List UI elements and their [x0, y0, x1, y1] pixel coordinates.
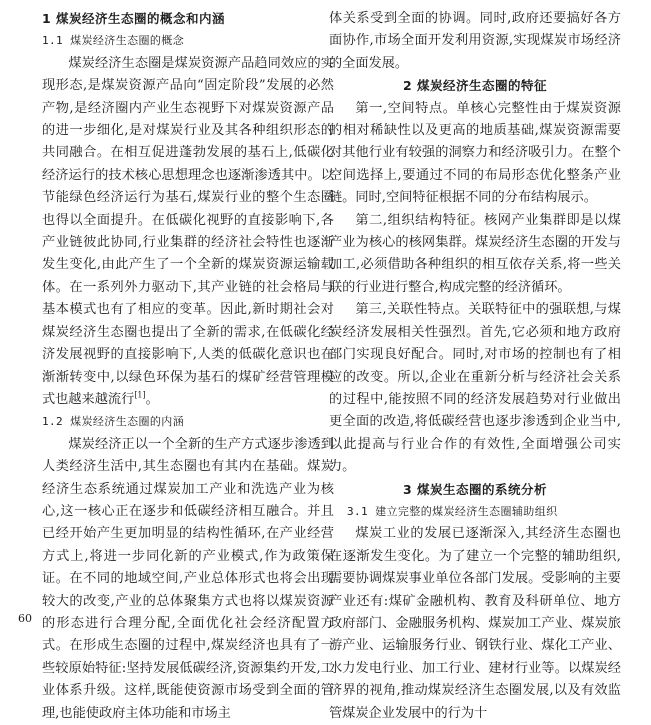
- section-heading-3: 3 煤炭生态圈的系统分析: [402, 481, 548, 497]
- paragraph-2: 煤炭经济正以一个全新的生产方式逐步渗透到人类经济生活中,其生态圈也有其内在基础。煤炭经济生态系统通过煤炭加工产业和洗选产业为核心,这一核心正在逐步和低碳经济相互融合。并且已经开始产生更加明显的结构性循环,在产业经营方式上,将进一步同化新的产业模式,作为政策保证。在不同的地域空间,产业总体形式也将会出现较大的改变,产业的总体聚集方式也将以煤炭资源的形态进行合理分配,全面优化社会经济配置方式。在形成生态圈的过程中,煤炭经济也具有了一些较原始特征:坚持发展低碳经济,资源集约开发,工业体系升级。这样,既能使资源市场受到全面的管理,也能使政府主体功能和市场主: [42, 436, 334, 721]
- page-number: 60: [18, 612, 32, 625]
- paragraph-3: 第一,空间特点。单核心完整性由于煤炭资源的相对稀缺性以及更高的地质基础,煤炭资源需要对其他行业有较强的洞察力和经济吸引力。在整个空间选择上,要通过不同的布局形态优化整条产业链。同时,空间特征根据不同的分布结构展示。: [329, 100, 621, 206]
- subsection-heading-1-2: 1.2 煤炭经济生态圈的内涵: [42, 415, 185, 429]
- paragraph-1-end: 。: [145, 391, 159, 407]
- section-heading-1: 1 煤炭经济生态圈的概念和内涵: [42, 11, 226, 26]
- left-column: [42, 8, 334, 725]
- paragraph-1-text: 煤炭经济生态圈是煤炭资源产品趋同效应的实现形态,是煤炭资源产品向“固定阶段”发展的必然产物,是经济圈内产业生态视野下对煤炭资源产品的进一步细化,是对煤炭行业及其各种组织形态的共同融合。在相互促进蓬勃发展的基石上,低碳化经济运行的技术核心思想理念也逐渐渗透其中。以节能绿色经济运行为基石,煤炭行业的整个生态圈也得以全面提升。在低碳化视野的直接影响下,各产业链彼此协同,行业集群的经济社会特性也逐渐发生变化,由此产生了一个全新的煤炭资源运输载体。在一系列外力驱动下,其产业链的社会格局与基本模式也有了相应的变革。因此,新时期社会对煤炭经济生态圈也提出了全新的需求,在低碳化经济发展视野的直接影响下,人类的低碳化意识也在渐渐转变中,以绿色环保为基石的煤矿经营管理模式也越来越流行: [42, 55, 334, 407]
- paragraph-6: 煤炭工业的发展已逐渐深入,其经济生态圈也在逐渐发生变化。为了建立一个完整的辅助组织,需要协调煤炭事业单位各部门发展。受影响的主要产业还有:煤矿金融机构、教育及科研单位、地方政府部门、金融服务机构、煤炭加工产业、煤炭旅游产业、运输服务行业、钢铁行业、煤化工产业、水力发电行业、加工行业、建材行业等。以煤炭经济界的视角,推动煤炭经济生态圈发展,以及有效监管煤炭企业发展中的行为十: [329, 526, 621, 721]
- right-column: [329, 8, 621, 725]
- subsection-heading-1-1: 1.1 煤炭经济生态圈的概念: [42, 34, 185, 48]
- paragraph-5: 第三,关联性特点。关联特征中的强联想,与煤炭经济发展相关性强烈。首先,它必须和地方政府部门实现良好配合。同时,对市场的控制也有了相应的改变。所以,企业在重新分析与经济社会关系的过程中,能按照不同的经济发展趋势对行业做出更全面的改造,将低碳经营也逐步渗透到企业当中,以此提高与行业合作的有效性,全面增强公司实力。: [329, 302, 621, 475]
- subsection-heading-3-1: 3.1 建立完整的煤炭经济生态圈辅助组织: [347, 504, 558, 518]
- paragraph-4: 第二,组织结构特征。核网产业集群即是以煤产业为核心的核网集群。煤炭经济生态圈的开发与加工,必须借助各种组织的相互依存关系,将一些关联的行业进行整合,构成完整的经济循环。: [329, 212, 621, 295]
- paragraph-1: [42, 53, 334, 412]
- reference-mark: [1]: [134, 390, 146, 400]
- section-heading-2: 2 煤炭经济生态圈的特征: [402, 78, 548, 94]
- paragraph-continued: 体关系受到全面的协调。同时,政府还要搞好各方面协作,市场全面开发利用资源,实现煤炭市场经济的全面发展。: [329, 11, 621, 71]
